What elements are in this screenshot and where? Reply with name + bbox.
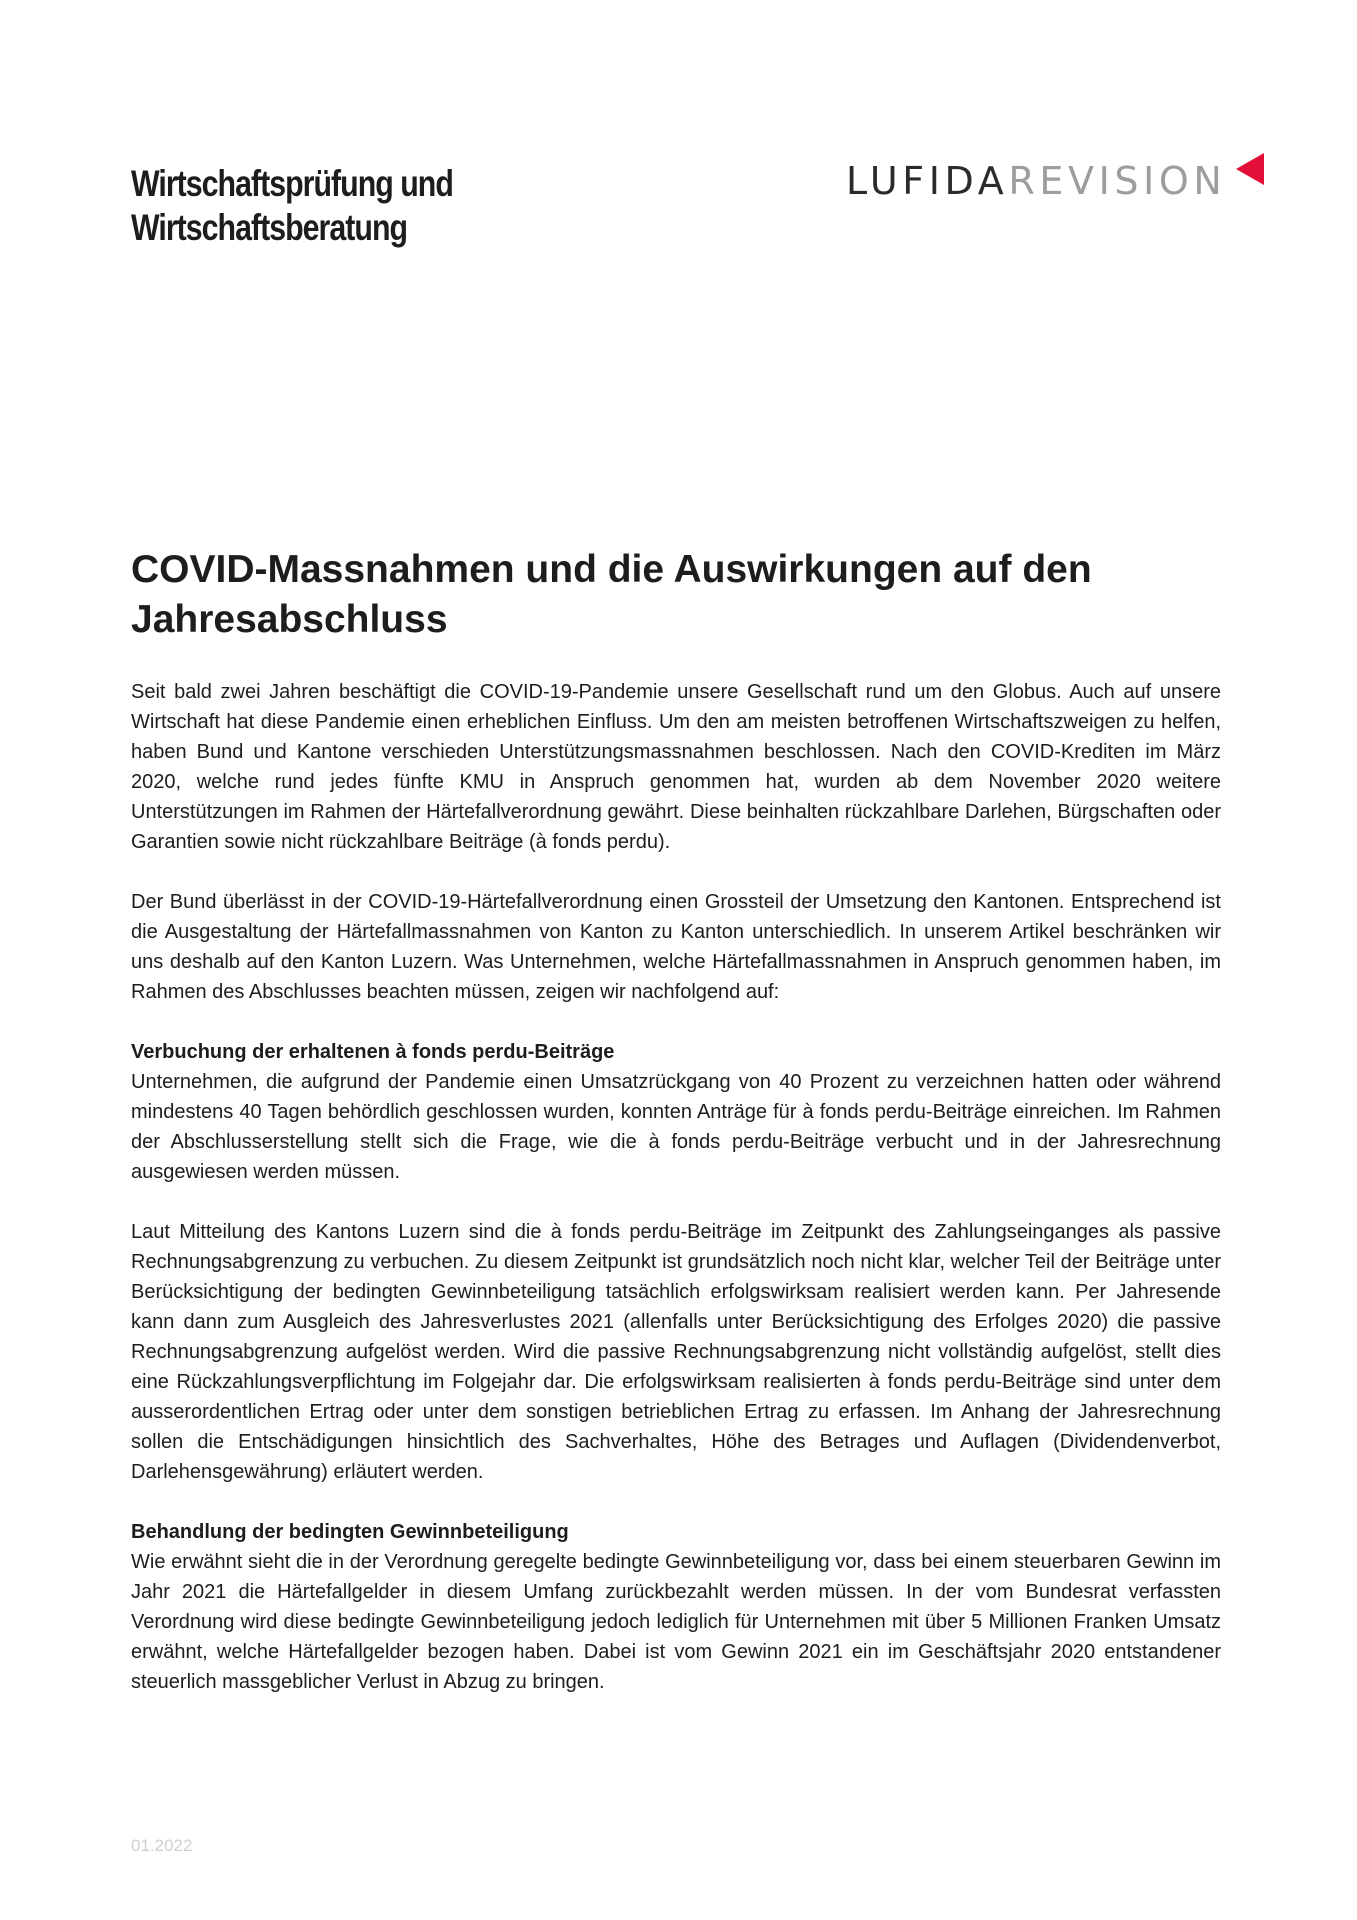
article-body [131,677,1221,1727]
logo-part-lufida: LUFIDA [846,159,1009,203]
section-1-paragraph-2: Laut Mitteilung des Kantons Luzern sind die à fonds perdu-Beiträge im Zeitpunkt des Zahlungseinganges als passive Rechnungsabgrenzung zu verbuchen. Zu diesem Zeitpunkt ist grundsätzlich noch nicht klar, welcher Teil der Beiträge unter Berücksichtigung der bedingten Gewinnbeteiligung tatsächlich erfolgswirksam realisiert werden kann. Per Jahresende kann dann zum Ausgleich des Jahresverlustes 2021 (allenfalls unter Berücksichtigung des Erfolges 2020) die passive Rechnungsabgrenzung aufgelöst werden. Wird die passive Rechnungsabgrenzung nicht vollständig aufgelöst, stellt dies eine Rückzahlungsverpflichtung im Folgejahr dar. Die erfolgswirksam realisierten à fonds perdu-Beiträge sind unter dem ausserordentlichen Ertrag oder unter dem sonstigen betrieblichen Ertrag zu erfassen. Im Anhang der Jahresrechnung sollen die Entschädigungen hinsichtlich des Sachverhaltes, Höhe des Betrages und Auflagen (Dividendenverbot, Darlehensgewährung) erläutert werden. [131,1221,1221,1483]
tagline-line-1: Wirtschaftsprüfung und [131,163,453,204]
tagline-line-2: Wirtschaftsberatung [131,207,408,248]
section-2-paragraph-1: Wie erwähnt sieht die in der Verordnung geregelte bedingte Gewinnbeteiligung vor, dass bei einem steuerbaren Gewinn im Jahr 2021 die Härtefallgelder in diesem Umfang zurückbezahlt werden müssen. In der vom Bundesrat verfassten Verordnung wird diese bedingte Gewinnbeteiligung jedoch lediglich für Unternehmen mit über 5 Millionen Franken Umsatz erwähnt, welche Härtefallgelder bezogen haben. Dabei ist vom Gewinn 2021 ein im Geschäftsjahr 2020 entstandener steuerlich massgeblicher Verlust in Abzug zu bringen. [131,1551,1221,1693]
company-tagline [131,162,453,250]
intro-paragraph-2: Der Bund überlässt in der COVID-19-Härtefallverordnung einen Grossteil der Umsetzung den Kantonen. Entsprechend ist die Ausgestaltung der Härtefallmassnahmen von Kanton zu Kanton unterschiedlich. In unserem Artikel beschränken wir uns deshalb auf den Kanton Luzern. Was Unternehmen, welche Härtefallmassnahmen in Anspruch genommen haben, im Rahmen des Abschlusses beachten müssen, zeigen wir nachfolgend auf: [131,891,1221,1003]
section-1-paragraph-1: Unternehmen, die aufgrund der Pandemie einen Umsatzrückgang von 40 Prozent zu verzeichnen hatten oder während mindestens 40 Tagen behördlich geschlossen wurden, konnten Anträge für à fonds perdu-Beiträge einreichen. Im Rahmen der Abschlusserstellung stellt sich die Frage, wie die à fonds perdu-Beiträge verbucht und in der Jahresrechnung ausgewiesen werden müssen. [131,1071,1221,1183]
article-title: COVID-Massnahmen und die Auswirkungen auf den Jahresabschluss [131,548,1092,641]
logo-part-revision: REVISION [1008,159,1227,203]
logo-wordmark [846,156,1226,206]
red-triangle-icon [1236,153,1264,185]
intro-paragraph-1: Seit bald zwei Jahren beschäftigt die COVID-19-Pandemie unsere Gesellschaft rund um den Globus. Auch auf unsere Wirtschaft hat diese Pandemie einen erheblichen Einfluss. Um den am meisten betroffenen Wirtschaftszweigen zu helfen, haben Bund und Kantone verschieden Unterstützungsmassnahmen beschlossen. Nach den COVID-Krediten im März 2020, welche rund jedes fünfte KMU in Anspruch genommen hat, wurden ab dem November 2020 weitere Unterstützungen im Rahmen der Härtefallverordnung gewährt. Diese beinhalten rückzahlbare Darlehen, Bürgschaften oder Garantien sowie nicht rückzahlbare Beiträge (à fonds perdu). [131,681,1221,853]
footer-date: 01.2022 [131,1836,193,1855]
company-logo [846,156,1264,206]
section-heading-gewinnbeteiligung: Behandlung der bedingten Gewinnbeteiligung [131,1521,569,1543]
section-heading-verbuchung: Verbuchung der erhaltenen à fonds perdu-Beiträge [131,1041,615,1063]
